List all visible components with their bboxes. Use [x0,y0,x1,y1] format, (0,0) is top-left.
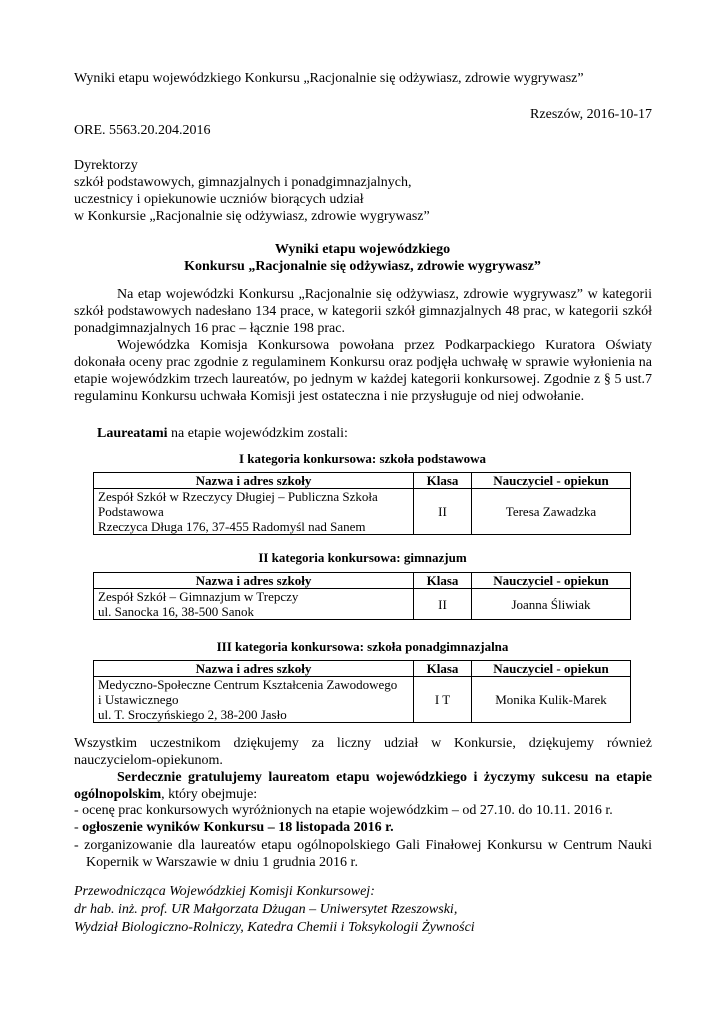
teacher-cell: Monika Kulik-Marek [472,677,631,723]
paragraph-commission: Wojewódzka Komisja Konkursowa powołana przez Podkarpackiego Kuratora Oświaty dokonała oceny prac zgodnie z regulaminem Konkursu oraz podjęła uchwałę w sprawie wyłonienia na etapie wojewódzkim trzech laureatów, po jednym w każdej kategorii konkursowej. Zgodnie z § 5 ust.7 regulaminu Konkursu uchwała Komisji jest ostateczna i nie przysługuje od niej odwołanie. [74,338,652,404]
heading-line-2: Konkursu „Racjonalnie się odżywiasz, zdrowie wygrywasz” [184,259,541,274]
school-line: ul. T. Sroczyńskiego 2, 38-200 Jasło [98,707,287,722]
col-header-teacher: Nauczyciel - opiekun [472,661,631,677]
laureates-intro: Laureatami na etapie wojewódzkim zostali: [97,426,348,441]
signature-line: dr hab. inż. prof. UR Małgorzata Dżugan – Uniwersytet Rzeszowski, [74,902,458,917]
school-cell [94,677,414,723]
heading-line-1: Wyniki etapu wojewódzkiego [274,242,451,257]
col-header-class: Klasa [414,573,472,589]
school-line: Medyczno-Społeczne Centrum Kształcenia Zawodowego [98,677,398,692]
paragraph-congratulations: Serdecznie gratulujemy laureatom etapu wojewódzkiego i życzymy sukcesu na etapie ogólnopolskim, który obejmuje: [74,770,652,802]
class-cell: I T [414,677,472,723]
category-2-table [93,572,631,620]
col-header-teacher: Nauczyciel - opiekun [472,473,631,489]
bullet-evaluation: - ocenę prac konkursowych wyróżnionych na etapie wojewódzkim – od 27.10. do 10.11. 2016 r. [74,803,613,818]
addressee-line: w Konkursie „Racjonalnie się odżywiasz, zdrowie wygrywasz” [74,209,430,224]
school-cell [94,489,414,535]
table-header-row [94,661,631,677]
paragraph-thanks: Wszystkim uczestnikom dziękujemy za liczny udział w Konkursie, dziękujemy również nauczycielom-opiekunom. [74,736,652,768]
addressee-line: szkół podstawowych, gimnazjalnych i ponadgimnazjalnych, [74,175,412,190]
table-row [94,677,631,723]
bullet-announcement: - ogłoszenie wyników Konkursu – 18 listopada 2016 r. [74,820,394,835]
school-cell [94,589,414,620]
signature-line: Wydział Biologiczno-Rolniczy, Katedra Chemii i Toksykologii Żywności [74,920,475,935]
place-date: Rzeszów, 2016-10-17 [530,107,652,122]
col-header-teacher: Nauczyciel - opiekun [472,573,631,589]
table-header-row [94,573,631,589]
table-row [94,489,631,535]
table-row [94,589,631,620]
school-line: Podstawowa [98,504,164,519]
category-3-table [93,660,631,723]
col-header-class: Klasa [414,661,472,677]
table-header-row [94,473,631,489]
teacher-cell: Joanna Śliwiak [472,589,631,620]
col-header-class: Klasa [414,473,472,489]
addressee-line: uczestnicy i opiekunowie uczniów biorących udział [74,192,364,207]
class-cell: II [414,489,472,535]
category-3-title: III kategoria konkursowa: szkoła ponadgimnazjalna [216,639,509,654]
col-header-name: Nazwa i adres szkoły [94,573,414,589]
paragraph-submissions: Na etap wojewódzki Konkursu „Racjonalnie się odżywiasz, zdrowie wygrywasz” w kategorii szkół podstawowych nadesłano 134 prace, w kategorii szkół gimnazjalnych 48 prac, w kategorii szkół ponadgimnazjalnych 16 prac – łącznie 198 prac. [74,287,652,336]
col-header-name: Nazwa i adres szkoły [94,473,414,489]
col-header-name: Nazwa i adres szkoły [94,661,414,677]
document-title: Wyniki etapu wojewódzkiego Konkursu „Racjonalnie się odżywiasz, zdrowie wygrywasz” [74,71,584,86]
school-line: Zespół Szkół – Gimnazjum w Trepczy [98,589,299,604]
school-line: i Ustawicznego [98,692,179,707]
category-1-title: I kategoria konkursowa: szkoła podstawowa [238,451,487,466]
reference-number: ORE. 5563.20.204.2016 [74,123,211,138]
bullet-gala: - zorganizowanie dla laureatów etapu ogólnopolskiego Gali Finałowej Konkursu w Centrum Nauki Kopernik w Warszawie w dniu 1 grudnia 2016 r. [74,838,652,870]
signature-line: Przewodnicząca Wojewódzkiej Komisji Konkursowej: [74,884,375,899]
teacher-cell: Teresa Zawadzka [472,489,631,535]
school-line: ul. Sanocka 16, 38-500 Sanok [98,604,254,619]
school-line: Rzeczyca Długa 176, 37-455 Radomyśl nad Sanem [98,519,366,534]
addressee-line: Dyrektorzy [74,158,138,173]
category-2-title: II kategoria konkursowa: gimnazjum [258,550,467,565]
class-cell: II [414,589,472,620]
school-line: Zespół Szkół w Rzeczycy Długiej – Publiczna Szkoła [98,489,378,504]
category-1-table [93,472,631,535]
